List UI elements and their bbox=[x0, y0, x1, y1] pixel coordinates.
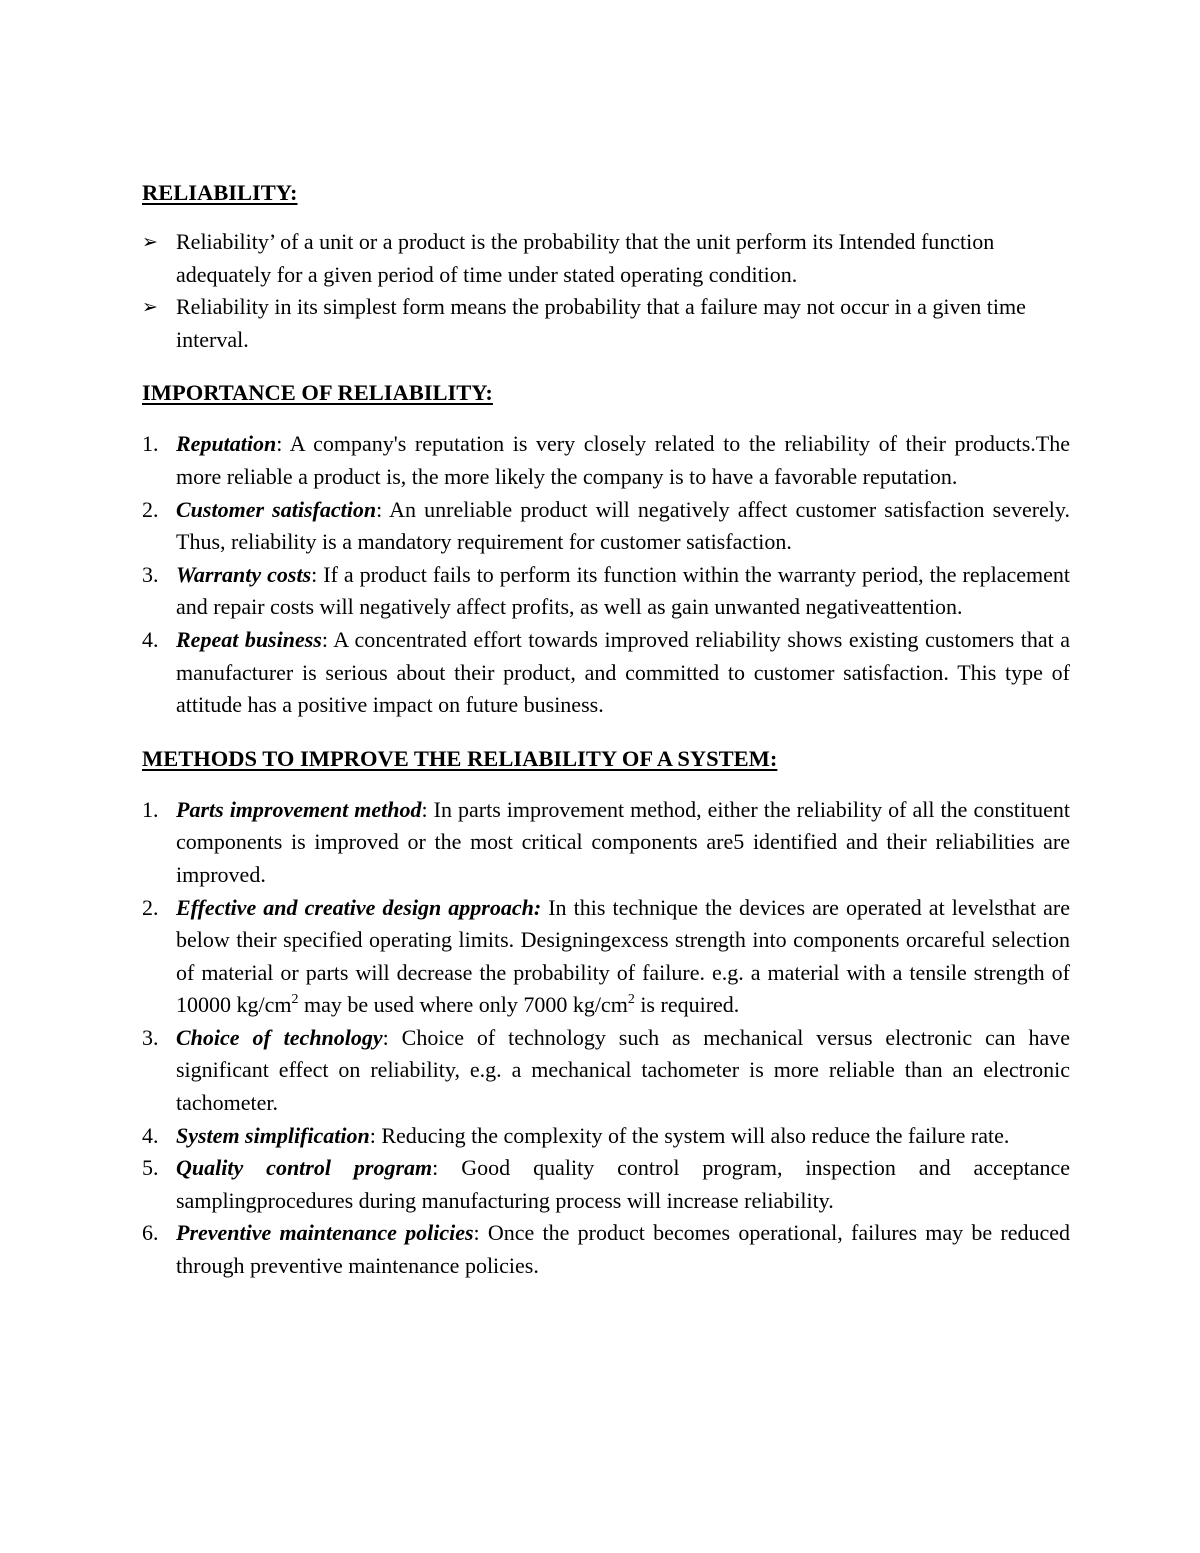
item-term: Effective and creative design approach: bbox=[176, 894, 542, 920]
heading-reliability: RELIABILITY: bbox=[142, 180, 298, 205]
list-item bbox=[142, 1022, 1070, 1120]
item-number: 1. bbox=[142, 431, 159, 457]
item-term: Customer satisfaction bbox=[176, 496, 377, 522]
list-item bbox=[142, 559, 1070, 624]
arrow-bullet-icon: ➢ bbox=[142, 296, 158, 319]
item-term: Parts improvement method bbox=[176, 796, 422, 822]
item-text: : Reducing the complexity of the system will also reduce the failure rate. bbox=[369, 1122, 1010, 1148]
methods-list bbox=[142, 794, 1070, 1283]
item-term: Reputation bbox=[176, 431, 277, 457]
item-number: 5. bbox=[142, 1155, 159, 1181]
item-text-b: may be used where only 7000 kg/cm bbox=[298, 992, 628, 1018]
bullet-text: Reliability in its simplest form means the probability that a failure may not occur in a given time interval. bbox=[176, 294, 1026, 352]
heading-importance-of-reliability: IMPORTANCE OF RELIABILITY: bbox=[142, 380, 493, 406]
superscript: 2 bbox=[291, 992, 299, 1008]
item-text: : Good quality control program, inspection and acceptance samplingprocedures during manufacturing process will increase reliability. bbox=[176, 1155, 1070, 1213]
list-item bbox=[142, 494, 1070, 559]
item-text: : Choice of technology such as mechanical versus electronic can have significant effect on reliability, e.g. a mechanical tachometer is more reliable than an electronic tachometer. bbox=[176, 1024, 1070, 1116]
item-number: 3. bbox=[142, 561, 159, 587]
item-number: 2. bbox=[142, 496, 159, 522]
item-number: 3. bbox=[142, 1024, 159, 1050]
list-item bbox=[142, 624, 1070, 722]
list-item bbox=[142, 291, 1070, 356]
item-text: : If a product fails to perform its function within the warranty period, the replacement and repair costs will negatively affect profits, as well as gain unwanted negativeattention. bbox=[176, 561, 1070, 620]
item-text: : A concentrated effort towards improved reliability shows existing customers that a manufacturer is serious about their product, and committed to customer satisfaction. This type of attitude has a positive impact on future business. bbox=[176, 626, 1070, 718]
item-number: 6. bbox=[142, 1220, 159, 1246]
superscript: 2 bbox=[627, 992, 635, 1008]
item-number: 4. bbox=[142, 626, 159, 652]
item-term: System simplification bbox=[176, 1122, 370, 1148]
item-text: : Once the product becomes operational, failures may be reduced through preventive maintenance policies. bbox=[176, 1220, 1070, 1279]
list-item bbox=[142, 794, 1070, 892]
importance-list bbox=[142, 428, 1070, 721]
bullet-text-line1: Reliability’ of a unit or a product is the probability that the unit perform its Intended function bbox=[176, 229, 995, 254]
item-number: 2. bbox=[142, 894, 159, 920]
item-term: Warranty costs bbox=[176, 561, 312, 587]
item-text-c: is required. bbox=[634, 992, 740, 1018]
item-term: Choice of technology bbox=[176, 1024, 383, 1050]
bullet-text-line2: adequately for a given period of time under stated operating condition. bbox=[176, 261, 798, 287]
arrow-bullet-icon: ➢ bbox=[142, 231, 158, 253]
list-item bbox=[142, 1152, 1070, 1217]
list-item bbox=[142, 226, 1070, 291]
heading-methods-to-improve: METHODS TO IMPROVE THE RELIABILITY OF A SYSTEM: bbox=[142, 745, 778, 771]
item-number: 4. bbox=[142, 1122, 159, 1148]
list-item bbox=[142, 1217, 1070, 1282]
item-text: : In parts improvement method, either the reliability of all the constituent components is improved or the most critical components are5 identified and their reliabilities are improved. bbox=[176, 796, 1070, 887]
item-term: Repeat business bbox=[176, 626, 322, 652]
list-item bbox=[142, 1120, 1070, 1153]
item-term: Preventive maintenance policies bbox=[176, 1220, 474, 1246]
item-term: Quality control program bbox=[176, 1155, 433, 1181]
reliability-bullet-list bbox=[142, 226, 1070, 356]
item-number: 1. bbox=[142, 796, 159, 822]
item-text: : An unreliable product will negatively affect customer satisfaction severely. Thus, reliability is a mandatory requirement for customer satisfaction. bbox=[176, 496, 1070, 555]
list-item bbox=[142, 892, 1070, 1022]
list-item bbox=[142, 428, 1070, 493]
item-text: : A company's reputation is very closely related to the reliability of their products.The more reliable a product is, the more likely the company is to have a favorable reputation. bbox=[176, 431, 1070, 489]
item-text-a: In this technique the devices are operated at levelsthat are below their specified operating limits. Designingexcess strength into components orcareful selection of material or parts will decrease the probability of failure. e.g. a material with a tensile strength of 10000 kg/cm bbox=[176, 894, 1070, 1018]
